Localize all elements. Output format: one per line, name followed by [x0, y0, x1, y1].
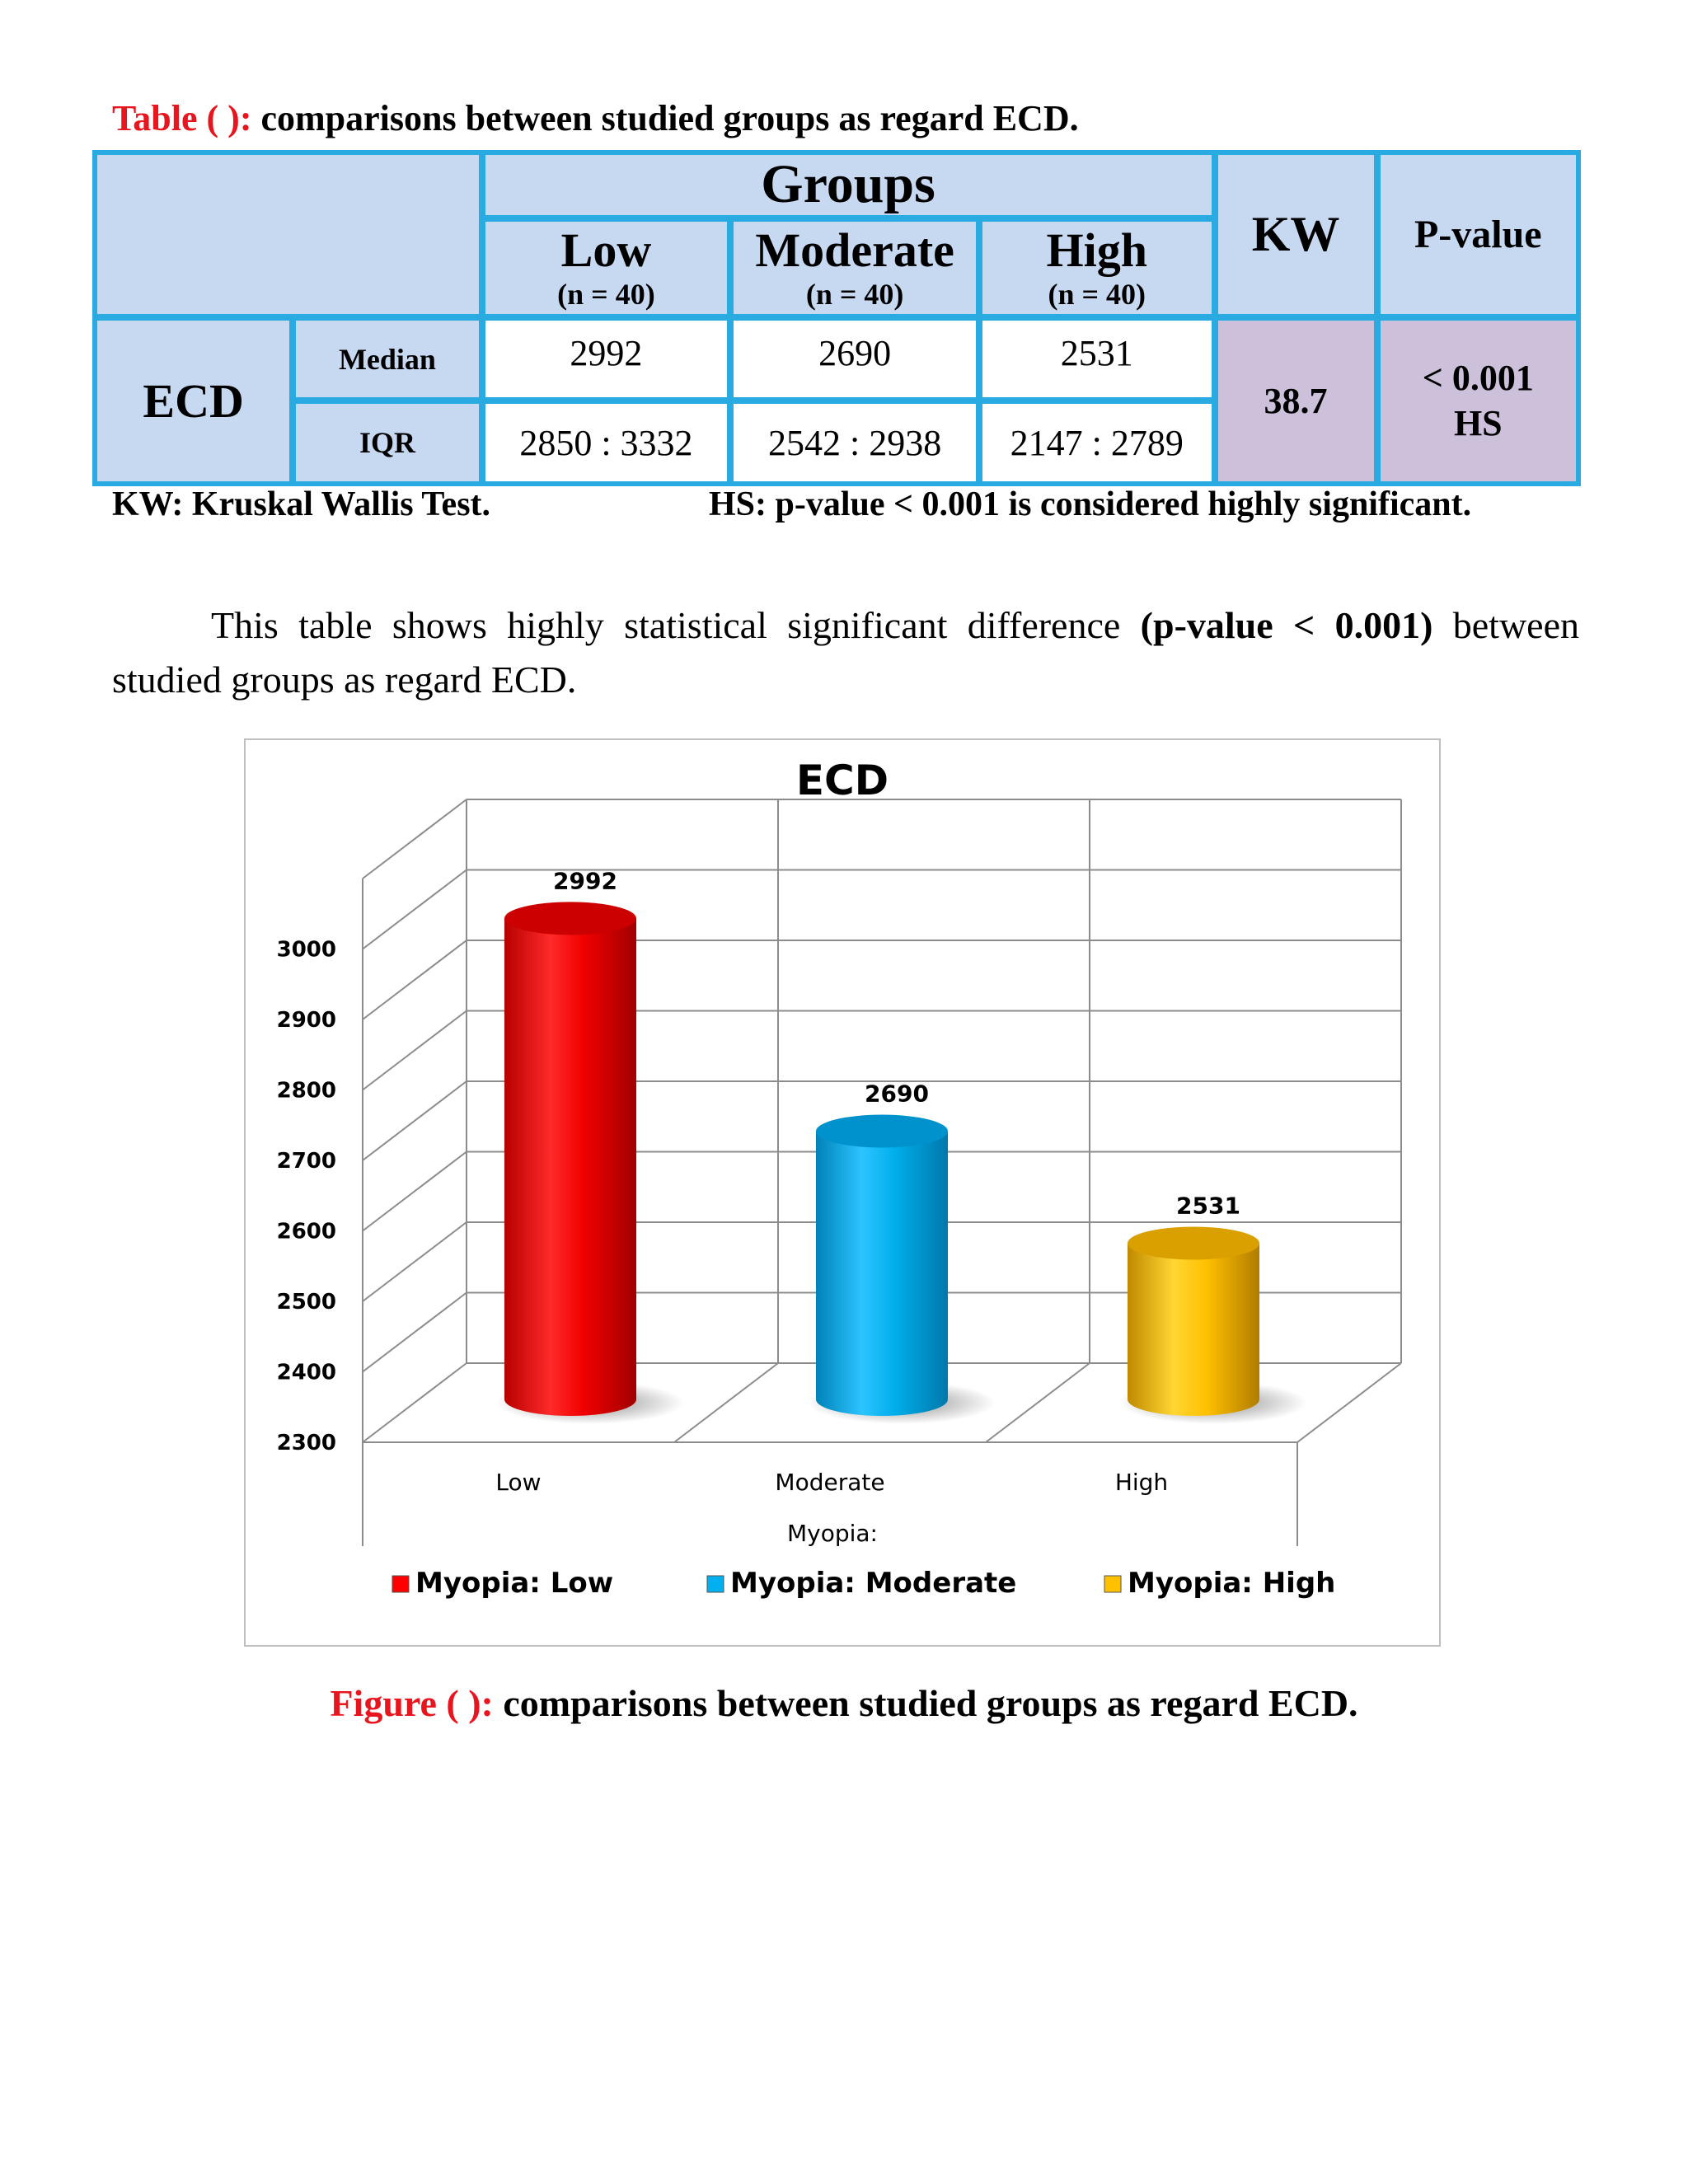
paragraph-text-start: This table shows highly statistical significant difference: [211, 604, 1141, 646]
group-name: High: [1046, 223, 1147, 277]
variable-cell-ecd: ECD: [96, 319, 291, 483]
data-label: 2531: [1176, 1192, 1240, 1220]
side-gridline: [363, 1081, 467, 1160]
legend-label: Myopia: Low: [415, 1567, 614, 1600]
group-header-moderate: [732, 220, 978, 316]
legend-label: Myopia: High: [1128, 1567, 1336, 1600]
data-label: 2690: [865, 1080, 929, 1108]
y-tick-label: 2400: [276, 1360, 336, 1385]
floor-right-edge: [1297, 1363, 1401, 1442]
floor-divider: [674, 1363, 778, 1442]
group-name: Moderate: [755, 223, 954, 277]
bar-cap: [816, 1115, 948, 1148]
side-gridline: [363, 799, 467, 879]
legend-label: Myopia: Moderate: [730, 1567, 1017, 1600]
significance-label: HS: [1453, 403, 1503, 444]
figure-caption-label: Figure ( ):: [330, 1682, 494, 1724]
legend-swatch: [392, 1576, 409, 1592]
ecd-bar-chart: [246, 740, 1439, 1645]
side-gridline: [363, 1363, 467, 1442]
bar-cap: [504, 902, 636, 935]
bar-low: [504, 918, 636, 1416]
x-axis-title: Myopia:: [786, 1520, 879, 1547]
data-label: 2992: [553, 867, 617, 895]
table-caption: [112, 97, 1079, 139]
group-n: (n = 40): [805, 277, 904, 311]
p-value-header: P-value: [1379, 153, 1578, 316]
y-tick-label: 2800: [276, 1078, 336, 1104]
bars: [496, 902, 1307, 1424]
x-tick-label: Moderate: [775, 1469, 885, 1496]
side-gridline: [363, 940, 467, 1019]
bar-high: [1128, 1243, 1259, 1416]
legend: [392, 1567, 1335, 1600]
p-value-cell: [1379, 319, 1578, 483]
y-axis: [277, 938, 336, 1456]
p-value: < 0.001: [1422, 358, 1534, 399]
table-corner-cell: [96, 153, 481, 316]
y-tick-label: 2500: [276, 1290, 336, 1315]
x-tick-label: High: [1114, 1469, 1169, 1496]
x-tick-label: Low: [495, 1469, 542, 1496]
side-gridline: [363, 1152, 467, 1231]
group-n: (n = 40): [557, 277, 655, 311]
median-high: 2531: [981, 319, 1213, 400]
y-tick-label: 2300: [276, 1431, 336, 1455]
side-gridline: [363, 870, 467, 949]
bar-cap: [1128, 1226, 1259, 1259]
y-tick-label: 2700: [276, 1149, 336, 1174]
group-n: (n = 40): [1048, 277, 1146, 311]
chart-frame: [244, 738, 1441, 1647]
floor-divider: [986, 1363, 1090, 1442]
kw-note: KW: Kruskal Wallis Test.: [112, 485, 491, 523]
iqr-moderate: 2542 : 2938: [732, 402, 978, 483]
side-gridline: [363, 1011, 467, 1090]
iqr-low: 2850 : 3332: [484, 402, 729, 483]
median-moderate: 2690: [732, 319, 978, 400]
kw-header: KW: [1217, 153, 1376, 316]
side-gridline: [363, 1293, 467, 1372]
y-tick-label: 2600: [276, 1219, 336, 1244]
figure-caption-text: comparisons between studied groups as regard ECD.: [493, 1682, 1358, 1724]
side-gridline: [363, 1222, 467, 1301]
groups-header: Groups: [484, 153, 1213, 217]
table-caption-text: comparisons between studied groups as regard ECD.: [251, 98, 1079, 138]
kw-value: 38.7: [1217, 319, 1376, 483]
y-tick-label: 3000: [276, 937, 336, 963]
row-label-median: Median: [294, 319, 480, 400]
figure-caption: [0, 1681, 1688, 1725]
legend-swatch: [1104, 1576, 1121, 1592]
chart-title: ECD: [795, 757, 889, 804]
paragraph-bold: (p-value < 0.001): [1140, 604, 1433, 646]
body-paragraph: [112, 598, 1579, 707]
y-tick-label: 2900: [276, 1008, 336, 1033]
table-caption-label: Table ( ):: [112, 98, 252, 138]
iqr-high: 2147 : 2789: [981, 402, 1213, 483]
group-name: Low: [560, 223, 652, 277]
row-label-iqr: IQR: [294, 402, 480, 483]
bar-moderate: [816, 1132, 948, 1416]
hs-note: HS: p-value < 0.001 is considered highly significant.: [709, 485, 1472, 523]
group-header-low: [484, 220, 729, 316]
group-header-high: [981, 220, 1213, 316]
paragraph-text-end: between studied groups as regard ECD.: [112, 604, 1580, 701]
legend-swatch: [707, 1576, 724, 1592]
comparison-table: [92, 150, 1581, 486]
median-low: 2992: [484, 319, 729, 400]
